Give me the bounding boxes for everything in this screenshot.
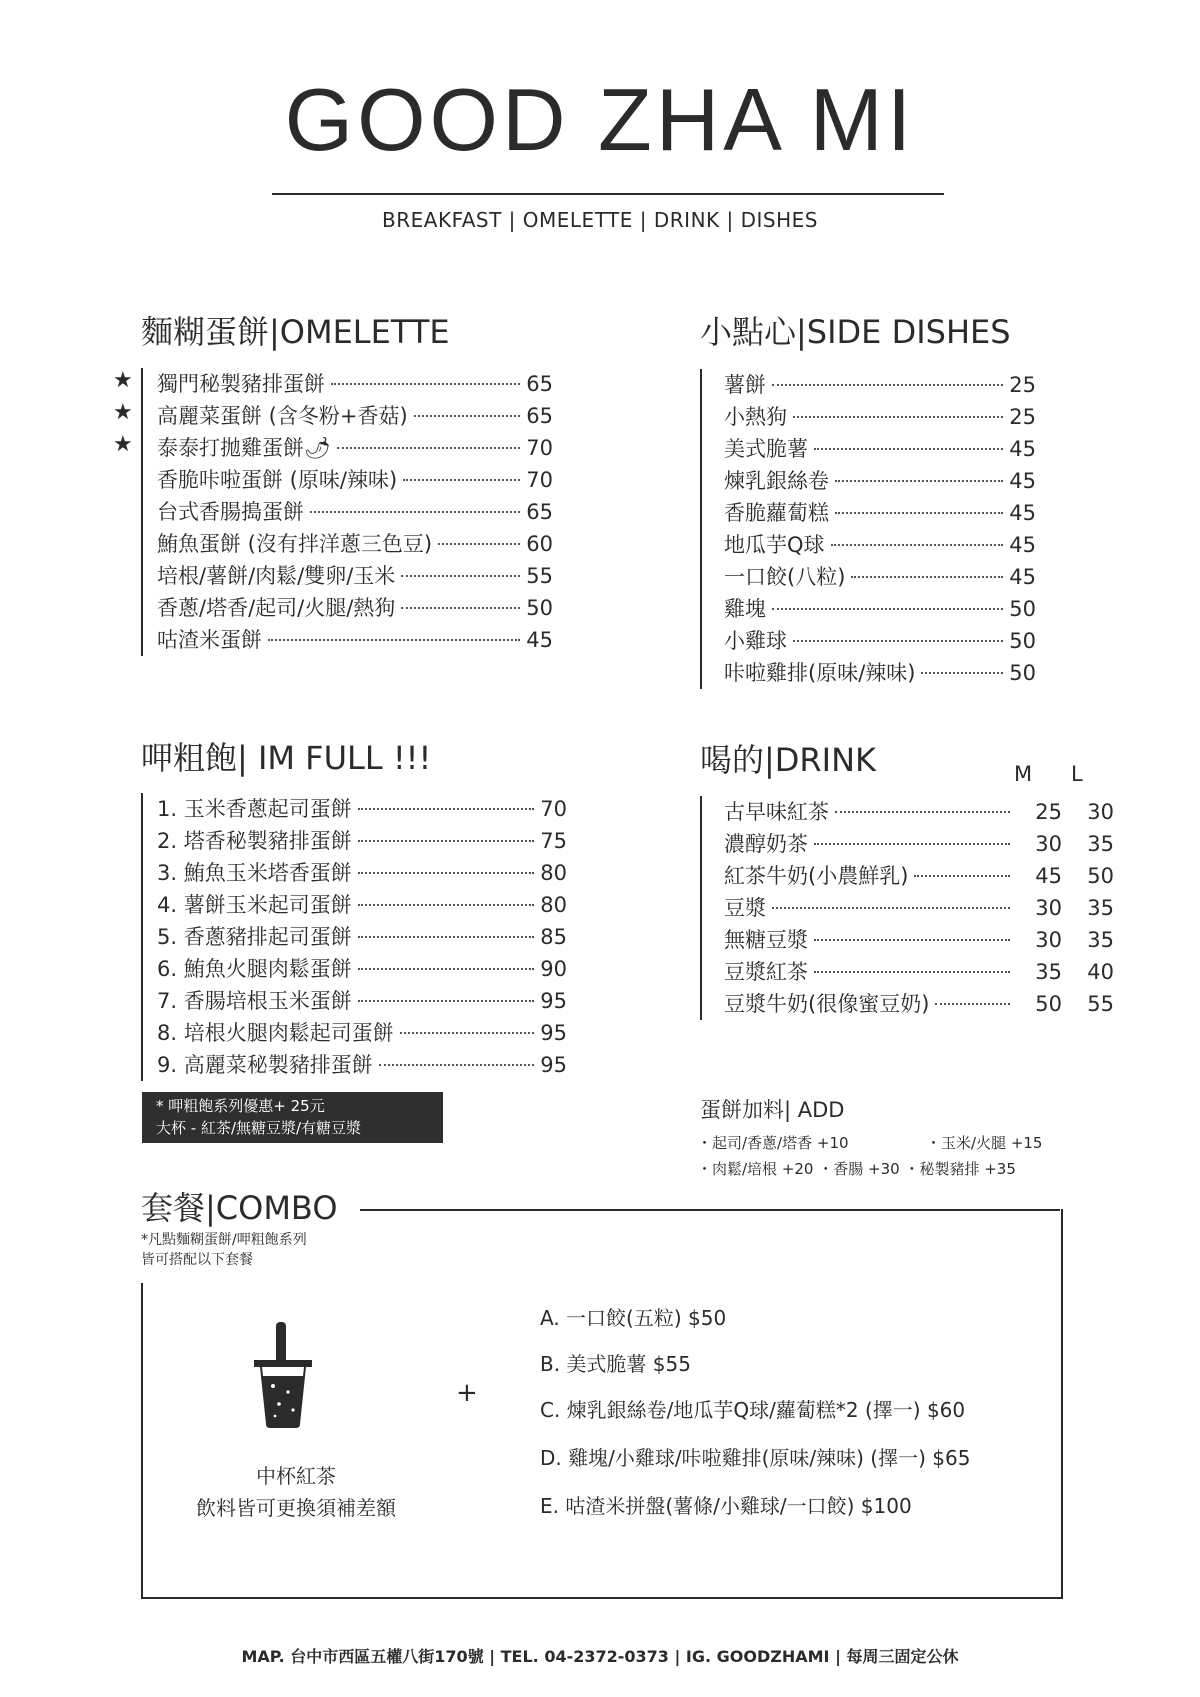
footer-info: MAP. 台中市西區五權八街170號 | TEL. 04-2372-0373 | IG. GOODZHAMI | 每周三固定公休 — [241, 1647, 959, 1666]
brand-title: GOOD ZHA MI — [284, 70, 916, 169]
combo-note-line-1: *凡點麵糊蛋餅/呷粗飽系列 — [141, 1232, 307, 1248]
im-full-item: 9. 高麗菜秘製豬排蛋餅 95 — [157, 1053, 567, 1077]
star-icon: ★ — [113, 368, 133, 393]
size-l-header: L — [1071, 762, 1083, 786]
add-title: 蛋餅加料| ADD — [700, 1098, 845, 1122]
im-full-promo — [142, 1092, 443, 1143]
add-line-1b: ・玉米/火腿 +15 — [926, 1134, 1043, 1152]
side-item: 香脆蘿蔔糕 45 — [724, 501, 1036, 525]
combo-note — [141, 1230, 307, 1270]
side-item: 小熱狗 25 — [724, 405, 1036, 429]
add-line-2: ・肉鬆/培根 +20 ・香腸 +30 ・秘製豬排 +35 — [697, 1160, 1016, 1178]
omelette-title: 麵糊蛋餅|OMELETTE — [141, 313, 450, 351]
size-m-header: M — [1014, 762, 1033, 786]
im-full-title: 呷粗飽| IM FULL !!! — [141, 739, 432, 777]
promo-line-1: * 呷粗飽系列優惠+ 25元 — [156, 1097, 325, 1115]
side-item: 一口餃(八粒) 45 — [724, 565, 1036, 589]
omelette-item: 香蔥/塔香/起司/火腿/熱狗 50 — [157, 596, 553, 620]
combo-option-a: A. 一口餃(五粒) $50 — [540, 1306, 727, 1330]
header-divider — [272, 193, 944, 195]
im-full-item: 5. 香蔥豬排起司蛋餅 85 — [157, 925, 567, 949]
combo-cup-note: 飲料皆可更換須補差額 — [196, 1496, 396, 1520]
omelette-item: 高麗菜蛋餅 (含冬粉+香菇) 65 — [157, 404, 553, 428]
side-item: 美式脆薯 45 — [724, 437, 1036, 461]
tea-cup-icon — [248, 1320, 318, 1430]
drink-item: 豆漿 30 35 — [724, 896, 1114, 920]
im-full-list — [141, 793, 567, 1081]
im-full-item: 6. 鮪魚火腿肉鬆蛋餅 90 — [157, 957, 567, 981]
drink-item: 豆漿牛奶(很像蜜豆奶) 50 55 — [724, 992, 1114, 1016]
drink-item: 無糖豆漿 30 35 — [724, 928, 1114, 952]
im-full-item: 8. 培根火腿肉鬆起司蛋餅 95 — [157, 1021, 567, 1045]
combo-option-b: B. 美式脆薯 $55 — [540, 1352, 691, 1376]
drink-list — [700, 796, 1114, 1020]
side-item: 雞塊 50 — [724, 597, 1036, 621]
omelette-item: 培根/薯餅/肉鬆/雙卵/玉米 55 — [157, 564, 553, 588]
side-item: 咔啦雞排(原味/辣味) 50 — [724, 661, 1036, 685]
combo-left-rule — [141, 1283, 143, 1599]
combo-option-d: D. 雞塊/小雞球/咔啦雞排(原味/辣味) (擇一) $65 — [540, 1446, 971, 1470]
add-line-1a: ・起司/香蔥/塔香 +10 — [697, 1134, 849, 1152]
im-full-item: 1. 玉米香蔥起司蛋餅 70 — [157, 797, 567, 821]
combo-option-e: E. 咕渣米拼盤(薯條/小雞球/一口餃) $100 — [540, 1494, 912, 1518]
combo-right-rule — [1061, 1209, 1063, 1599]
omelette-item: 泰泰打拋雞蛋餅🌶 70 — [157, 436, 553, 460]
category-nav: BREAKFAST | OMELETTE | DRINK | DISHES — [382, 208, 818, 232]
side-item: 小雞球 50 — [724, 629, 1036, 653]
combo-drink — [141, 1460, 451, 1524]
side-dishes-title: 小點心|SIDE DISHES — [700, 313, 1011, 351]
drink-item: 濃醇奶茶 30 35 — [724, 832, 1114, 856]
im-full-item: 4. 薯餅玉米起司蛋餅 80 — [157, 893, 567, 917]
star-icon: ★ — [113, 400, 133, 425]
side-item: 薯餅 25 — [724, 373, 1036, 397]
combo-option-c: C. 煉乳銀絲卷/地瓜芋Q球/蘿蔔糕*2 (擇一) $60 — [540, 1398, 966, 1422]
combo-note-line-2: 皆可搭配以下套餐 — [141, 1252, 253, 1268]
combo-top-rule — [360, 1209, 1060, 1211]
drink-title: 喝的|DRINK — [700, 741, 877, 779]
omelette-item: 咕渣米蛋餅 45 — [157, 628, 553, 652]
im-full-item: 2. 塔香秘製豬排蛋餅 75 — [157, 829, 567, 853]
side-item: 地瓜芋Q球 45 — [724, 533, 1036, 557]
im-full-item: 7. 香腸培根玉米蛋餅 95 — [157, 989, 567, 1013]
drink-item: 豆漿紅茶 35 40 — [724, 960, 1114, 984]
omelette-list — [113, 368, 553, 656]
omelette-item: 獨門秘製豬排蛋餅 65 — [157, 372, 553, 396]
im-full-item: 3. 鮪魚玉米塔香蛋餅 80 — [157, 861, 567, 885]
star-icon: ★ — [113, 432, 133, 457]
combo-title: 套餐|COMBO — [141, 1189, 338, 1227]
combo-bottom-rule — [141, 1597, 1063, 1599]
drink-item: 紅茶牛奶(小農鮮乳) 45 50 — [724, 864, 1114, 888]
side-dishes-list — [700, 369, 1036, 689]
side-item: 煉乳銀絲卷 45 — [724, 469, 1036, 493]
combo-plus: + — [456, 1378, 478, 1408]
omelette-stars — [113, 368, 141, 656]
promo-line-2: 大杯 - 紅茶/無糖豆漿/有糖豆漿 — [156, 1119, 362, 1137]
combo-cup-label: 中杯紅茶 — [256, 1464, 336, 1488]
omelette-item: 鮪魚蛋餅 (沒有拌洋蔥三色豆) 60 — [157, 532, 553, 556]
omelette-item: 香脆咔啦蛋餅 (原味/辣味) 70 — [157, 468, 553, 492]
drink-item: 古早味紅茶 25 30 — [724, 800, 1114, 824]
omelette-item: 台式香腸搗蛋餅 65 — [157, 500, 553, 524]
